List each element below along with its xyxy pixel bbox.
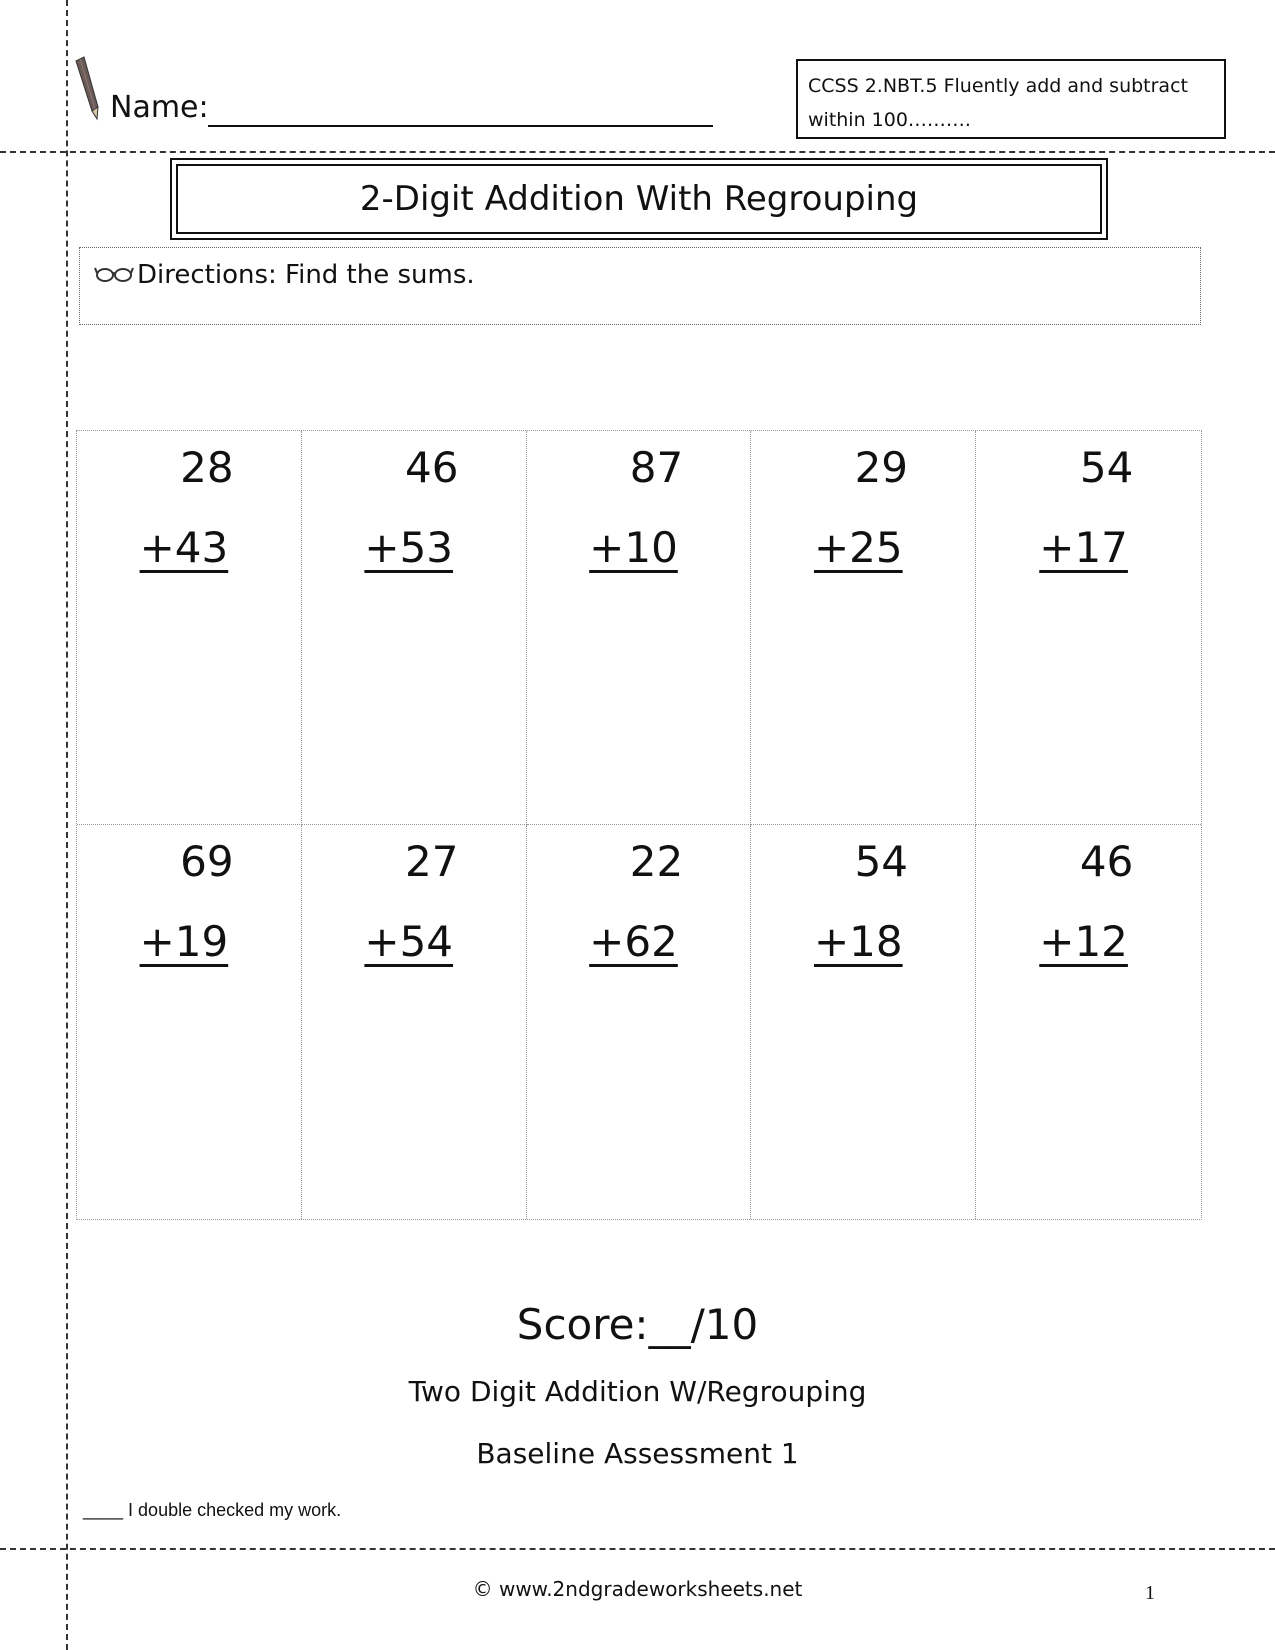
addend-bottom: +17 (1039, 523, 1128, 572)
problem-cell[interactable] (976, 431, 1201, 825)
double-check-line: ____ I double checked my work. (83, 1500, 342, 1520)
addend-bottom: +25 (813, 523, 903, 572)
addend-bottom: +43 (139, 523, 229, 572)
addend-top: 46 (404, 443, 459, 492)
glasses-icon (94, 262, 134, 284)
addend-top: 54 (1079, 443, 1134, 492)
page-title: 2-Digit Addition With Regrouping (176, 164, 1102, 234)
problem-cell[interactable] (751, 431, 976, 825)
addend-top: 28 (180, 443, 234, 492)
addend-top: 69 (180, 837, 234, 886)
problem-cell[interactable] (302, 825, 527, 1219)
addend-top: 29 (854, 443, 909, 492)
name-label: Name: (110, 90, 209, 125)
addend-top: 46 (1079, 837, 1134, 886)
footer-copyright: © www.2ndgradeworksheets.net (472, 1577, 803, 1601)
addend-top: 54 (854, 837, 909, 886)
directions-text: Directions: Find the sums. (137, 260, 475, 290)
addend-bottom: +62 (589, 917, 678, 966)
pencil-icon (70, 55, 104, 125)
score-line: Score:__/10 (516, 1300, 759, 1349)
addend-bottom: +19 (139, 917, 229, 966)
problem-cell[interactable] (751, 825, 976, 1219)
problem-cell[interactable] (77, 825, 302, 1219)
addend-bottom: +53 (364, 523, 454, 572)
top-cut-line (0, 151, 1275, 153)
bottom-cut-line (0, 1548, 1275, 1550)
problem-cell[interactable] (527, 825, 752, 1219)
problem-cell[interactable] (77, 431, 302, 825)
title-frame (170, 158, 1108, 240)
problem-cell[interactable] (527, 431, 752, 825)
page-number: 1 (1145, 1582, 1155, 1604)
addend-bottom: +12 (1039, 917, 1128, 966)
problem-grid (76, 430, 1202, 1220)
problem-cell[interactable] (976, 825, 1201, 1219)
addend-bottom: +54 (364, 917, 454, 966)
worksheet-subtitle: Two Digit Addition W/Regrouping (408, 1375, 867, 1408)
addend-bottom: +18 (813, 917, 903, 966)
addend-bottom: +10 (589, 523, 678, 572)
problem-cell[interactable] (302, 431, 527, 825)
addend-top: 87 (629, 443, 684, 492)
assessment-label: Baseline Assessment 1 (476, 1437, 799, 1470)
addend-top: 27 (404, 837, 459, 886)
name-input-line[interactable] (208, 125, 713, 127)
ccss-standard-box: CCSS 2.NBT.5 Fluently add and subtract within 100………. (796, 59, 1226, 139)
addend-top: 22 (629, 837, 684, 886)
